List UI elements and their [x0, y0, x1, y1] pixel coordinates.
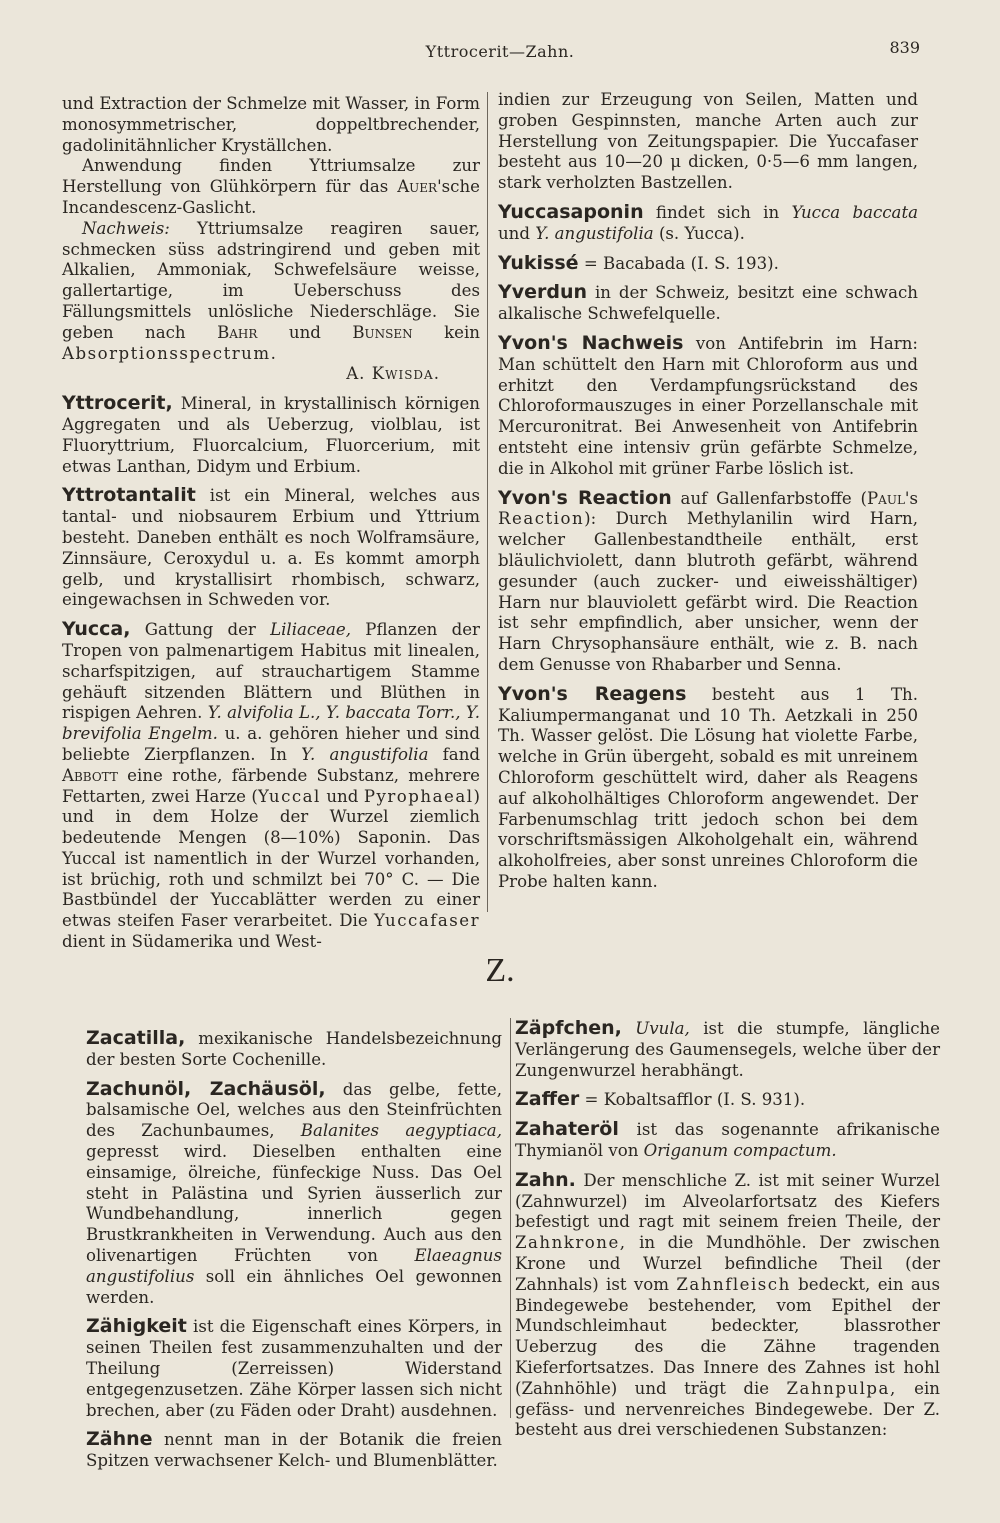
headword: Zacatilla, [86, 1027, 186, 1049]
entry-yttrotantalit: Yttrotantalit ist ein Mineral, welches aus tantal- und niobsaurem Erbium und Yttrium besteht. Daneben enthält es noch Wolframsäure, Zinnsäure, Ceroxydul u. a. Es kommt amorph gelb, und krystallisirt rhombisch, schwarz, eingewachsen in Schweden vor. [62, 484, 480, 610]
headword: Yvon's Reaction [498, 486, 672, 509]
section-letter: Z. [485, 952, 515, 989]
detection-label: Nachweis: [82, 218, 170, 238]
headword: Yverdun [498, 281, 588, 304]
entry-yverdun: Yverdun in der Schweiz, besitzt eine schwach alkalische Schwefelquelle. [498, 281, 918, 324]
author-name: Auer [397, 177, 438, 197]
headword: Zaffer [515, 1088, 580, 1111]
entry-yuccasaponin: Yuccasaponin findet sich in Yucca baccata und Y. angustifolia (s. Yucca). [498, 200, 919, 243]
entry-zahateroel: Zahateröl ist das sogenannte afrikanische Thymianöl von Origanum compactum. [515, 1118, 940, 1160]
headword: Zäpfchen, [515, 1017, 622, 1039]
headword: Zähigkeit [86, 1315, 187, 1338]
author-name: Bunsen [352, 322, 413, 342]
detection-paragraph: Nachweis: Yttriumsalze reagiren sauer, schmecken süss adstringirend und geben mit Alkalien, Ammoniak, Schwefelsäure weisse, gallertartige, im Ueberschuss des Fällungsmittels unlösliche Niederschläge. Sie geben nach Bahr und Bunsen kein Absorptionsspectrum. [62, 218, 480, 363]
headword: Yvon's Nachweis [498, 331, 684, 354]
continuation-paragraph: indien zur Erzeugung von Seilen, Matten und groben Gespinnsten, manche Arten auch zur Herstellung von Zeitungspapier. Die Yuccafaser besteht aus 10—20 μ dicken, 0·5—6 mm langen, stark verholzten Bastzellen. [498, 90, 918, 193]
column-divider [487, 92, 488, 912]
author-name: Bahr [217, 322, 258, 342]
entry-zacatilla: Zacatilla, mexikanische Handelsbezeichnung der besten Sorte Cochenille. [86, 1027, 502, 1069]
bottom-right-column [515, 1018, 940, 1441]
bottom-left-column [86, 1028, 502, 1472]
top-left-column [62, 94, 480, 953]
headword: Yukissé [498, 251, 579, 274]
entry-yttrocerit: Yttrocerit, Mineral, in krystallinisch körnigen Aggregaten und als Ueberzug, violblau, ist Fluoryttrium, Fluorcalcium, Fluorcerium, mit etwas Lanthan, Didym und Erbium. [62, 392, 480, 476]
entry-zaehne: Zähne nennt man in der Botanik die freien Spitzen verwachsener Kelch- und Blumenblätter. [86, 1428, 502, 1471]
headword: Yucca, [62, 618, 131, 641]
entry-zachunoel: Zachunöl, Zachäusöl, das gelbe, fette, balsamische Oel, welches aus den Steinfrüchten des Zachunbaumes, Balanites aegyptiaca, gepresst wird. Dieselben enthalten eine einsamige, ölreiche, fünfeckige Nuss. Das Oel steht in Palästina und Syrien äusserlich zur Wundbehandlung, innerlich gegen Brustkrankheiten in Verwendung. Auch aus den olivenartigen Früchten von Elaeagnus angustifolius soll ein ähnliches Oel gewonnen werden. [86, 1077, 502, 1307]
entry-zaepfchen: Zäpfchen, Uvula, ist die stumpfe, längliche Verlängerung des Gaumensegels, welche über der Zungenwurzel herabhängt. [515, 1017, 940, 1080]
entry-yvons-reaction: Yvon's Reaction auf Gallenfarbstoffe (Paul's Reaction): Durch Methylanilin wird Harn, welcher Gallenbestandtheile enthält, erst bläulichviolett, dann blutroth gefärbt, während gesunder (auch zucker- und eiweisshältiger) Harn nur blauviolett gefärbt wird. Die Reaction ist sehr empfindlich, aber unsicher, wenn der Harn Chrysophansäure enthält, wie z. B. nach dem Genusse von Rhabarber und Senna. [498, 486, 918, 674]
headword: Zähne [86, 1428, 153, 1451]
running-head: Yttrocerit—Zahn. [425, 42, 575, 61]
headword: Zahateröl [515, 1118, 619, 1141]
entry-yvons-nachweis: Yvon's Nachweis von Antifebrin im Harn: Man schüttelt den Harn mit Chloroform aus und erhitzt den Verdampfungsrückstand des Chloroformauszuges in einer Porzellanschale mit Mercuronitrat. Bei Anwesenheit von Antifebrin entsteht eine intensiv grün gefärbte Schmelze, die in Alkohol mit grüner Farbe löslich ist. [498, 331, 918, 478]
headword: Yttrotantalit [62, 484, 196, 507]
entry-zaffer: Zaffer = Kobaltsafflor (I. S. 931). [515, 1088, 806, 1111]
headword: Zahn. [515, 1168, 576, 1191]
headword: Zachunöl, Zachäusöl, [86, 1077, 326, 1100]
headword: Yuccasaponin [498, 200, 644, 223]
headword: Yvon's Reagens [498, 682, 687, 705]
entry-zaehigkeit: Zähigkeit ist die Eigenschaft eines Körpers, in seinen Theilen fest zusammenzuhalten und der Theilung (Zerreissen) Widerstand entgegenzusetzen. Zähe Körper lassen sich nicht brechen, aber (zu Fäden oder Draht) ausdehnen. [86, 1315, 502, 1420]
continuation-paragraph: und Extraction der Schmelze mit Wasser, in Form monosymmetrischer, doppeltbrechender, gadolinitähnlicher Kryställchen. [62, 94, 480, 155]
entry-yvons-reagens: Yvon's Reagens besteht aus 1 Th. Kaliumpermanganat und 10 Th. Aetzkali in 250 Th. Wasser gelöst. Die Lösung hat violette Farbe, welche in Grün übergeht, sobald es mit unreinem Chloroform geschüttelt wird, daher als Reagens auf alkoholhältiges Chloroform angewendet. Der Farbenumschlag tritt jedoch schon bei dem vorschriftsmässigen Alkoholgehalt ein, während alkoholfreies, aber sonst unreines Chloroform die Probe halten kann. [498, 682, 918, 891]
headword: Yttrocerit, [62, 392, 173, 415]
column-divider [510, 1018, 511, 1418]
page-number: 839 [889, 38, 920, 57]
application-paragraph: Anwendung finden Yttriumsalze zur Herstellung von Glühkörpern für das Auer'sche Incandescenz-Gaslicht. [62, 156, 480, 217]
entry-yukisse: Yukissé = Bacabada (I. S. 193). [498, 251, 779, 274]
article-signature: A. Kwisda. [346, 364, 440, 384]
top-right-column [498, 90, 918, 893]
entry-yucca: Yucca, Gattung der Liliaceae, Pflanzen der Tropen von palmenartigem Habitus mit linealen, scharfspitzigen, auf strauchartigem Stamme gehäuft sitzenden Blättern und Blüthen in rispigen Aehren. Y. alvifolia L., Y. baccata Torr., Y. brevifolia Engelm. u. a. gehören hieher und sind beliebte Zierpflanzen. In Y. angustifolia fand Abbott eine rothe, färbende Substanz, mehrere Fettarten, zwei Harze (Yuccal und Pyrophaeal) und in dem Holze der Wurzel ziemlich bedeutende Mengen (8—10%) Saponin. Das Yuccal ist namentlich in der Wurzel vorhanden, ist brüchig, roth und schmilzt bei 70° C. — Die Bastbündel der Yuccablätter werden zu einer etwas steifen Faser verarbeitet. Die Yuccafaser dient in Südamerika und West- [62, 618, 480, 952]
entry-zahn: Zahn. Der menschliche Z. ist mit seiner Wurzel (Zahnwurzel) im Alveolarfortsatz des Kiefers befestigt und ragt mit seinem freien Theile, der Zahnkrone, in die Mundhöhle. Der zwischen Krone und Wurzel befindliche Theil (der Zahnhals) ist vom Zahnfleisch bedeckt, ein aus Bindegewebe bestehender, vom Epithel der Mundschleimhaut bedeckter, blassrother Ueberzug des die Zähne tragenden Kieferfortsatzes. Das Innere des Zahnes ist hohl (Zahnhöhle) und trägt die Zahnpulpa, ein gefäss- und nervenreiches Bindegewebe. Der Z. besteht aus drei verschiedenen Substanzen: [515, 1168, 940, 1440]
